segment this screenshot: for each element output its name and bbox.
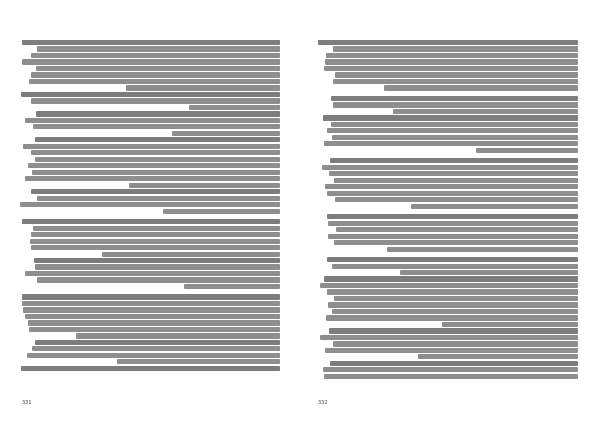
text-line — [325, 184, 578, 189]
text-line — [324, 141, 578, 146]
text-block-right — [318, 40, 578, 380]
text-line — [184, 284, 280, 289]
text-line — [331, 122, 578, 127]
text-line — [328, 234, 578, 239]
text-line — [329, 328, 578, 333]
text-line — [323, 115, 578, 120]
text-line — [22, 219, 280, 224]
text-line — [331, 96, 578, 101]
text-line — [31, 53, 280, 58]
text-line — [325, 59, 578, 64]
text-line — [324, 66, 578, 71]
text-line — [27, 353, 281, 358]
page-right — [318, 40, 578, 392]
text-line — [37, 46, 280, 51]
text-line — [387, 247, 578, 252]
text-line — [333, 102, 578, 107]
text-line — [20, 202, 280, 207]
text-line — [336, 227, 578, 232]
text-line — [76, 333, 280, 338]
text-line — [323, 367, 578, 372]
text-line — [332, 309, 578, 314]
text-line — [442, 322, 579, 327]
text-line — [476, 148, 578, 153]
text-line — [22, 59, 280, 64]
text-line — [36, 66, 280, 71]
text-line — [102, 252, 280, 257]
text-line — [22, 294, 280, 299]
text-line — [22, 40, 280, 45]
text-line — [163, 209, 280, 214]
text-line — [23, 144, 280, 149]
text-line — [37, 196, 280, 201]
text-line — [324, 276, 578, 281]
text-line — [172, 131, 280, 136]
page-left — [20, 40, 280, 392]
page-number-right: 332 — [318, 400, 328, 406]
text-line — [34, 258, 280, 263]
text-line — [327, 214, 578, 219]
text-line — [335, 197, 578, 202]
text-line — [25, 314, 280, 319]
text-line — [25, 176, 280, 181]
text-line — [411, 204, 578, 209]
text-line — [329, 171, 578, 176]
text-line — [333, 79, 578, 84]
text-line — [393, 109, 578, 114]
text-line — [31, 72, 280, 77]
text-line — [327, 128, 578, 133]
text-line — [334, 240, 578, 245]
text-line — [333, 341, 578, 346]
text-line — [32, 346, 280, 351]
text-line — [29, 79, 280, 84]
text-line — [21, 366, 280, 371]
text-line — [327, 191, 578, 196]
text-line — [320, 283, 578, 288]
text-line — [29, 327, 280, 332]
text-line — [31, 245, 280, 250]
text-line — [126, 85, 280, 90]
text-line — [327, 257, 578, 262]
page-number-left: 331 — [22, 400, 32, 406]
text-line — [31, 98, 280, 103]
text-line — [31, 150, 280, 155]
text-line — [35, 137, 280, 142]
text-line — [325, 348, 579, 353]
text-line — [33, 226, 280, 231]
text-line — [30, 239, 280, 244]
text-line — [189, 105, 280, 110]
text-line — [324, 374, 578, 379]
text-line — [400, 270, 578, 275]
text-line — [23, 307, 280, 312]
text-line — [35, 157, 280, 162]
text-line — [334, 178, 578, 183]
text-line — [418, 354, 578, 359]
text-line — [326, 315, 578, 320]
text-line — [326, 53, 578, 58]
text-line — [31, 189, 280, 194]
text-line — [320, 335, 578, 340]
text-line — [31, 232, 280, 237]
text-line — [21, 92, 280, 97]
text-line — [332, 264, 578, 269]
text-line — [37, 277, 280, 282]
text-line — [328, 221, 578, 226]
text-line — [318, 40, 578, 45]
text-line — [32, 170, 280, 175]
text-line — [330, 158, 578, 163]
text-line — [334, 296, 578, 301]
text-line — [35, 264, 280, 269]
text-line — [384, 85, 578, 90]
text-line — [327, 289, 578, 294]
text-line — [36, 111, 280, 116]
text-line — [335, 72, 578, 77]
text-line — [333, 46, 578, 51]
text-line — [322, 165, 578, 170]
text-line — [28, 163, 280, 168]
text-line — [328, 302, 578, 307]
text-line — [332, 135, 578, 140]
text-line — [330, 361, 578, 366]
text-line — [35, 340, 280, 345]
text-line — [129, 183, 280, 188]
text-line — [117, 359, 280, 364]
text-line — [25, 271, 280, 276]
text-block-left — [20, 40, 280, 372]
text-line — [33, 124, 280, 129]
text-line — [22, 301, 280, 306]
text-line — [25, 118, 280, 123]
text-line — [28, 320, 280, 325]
